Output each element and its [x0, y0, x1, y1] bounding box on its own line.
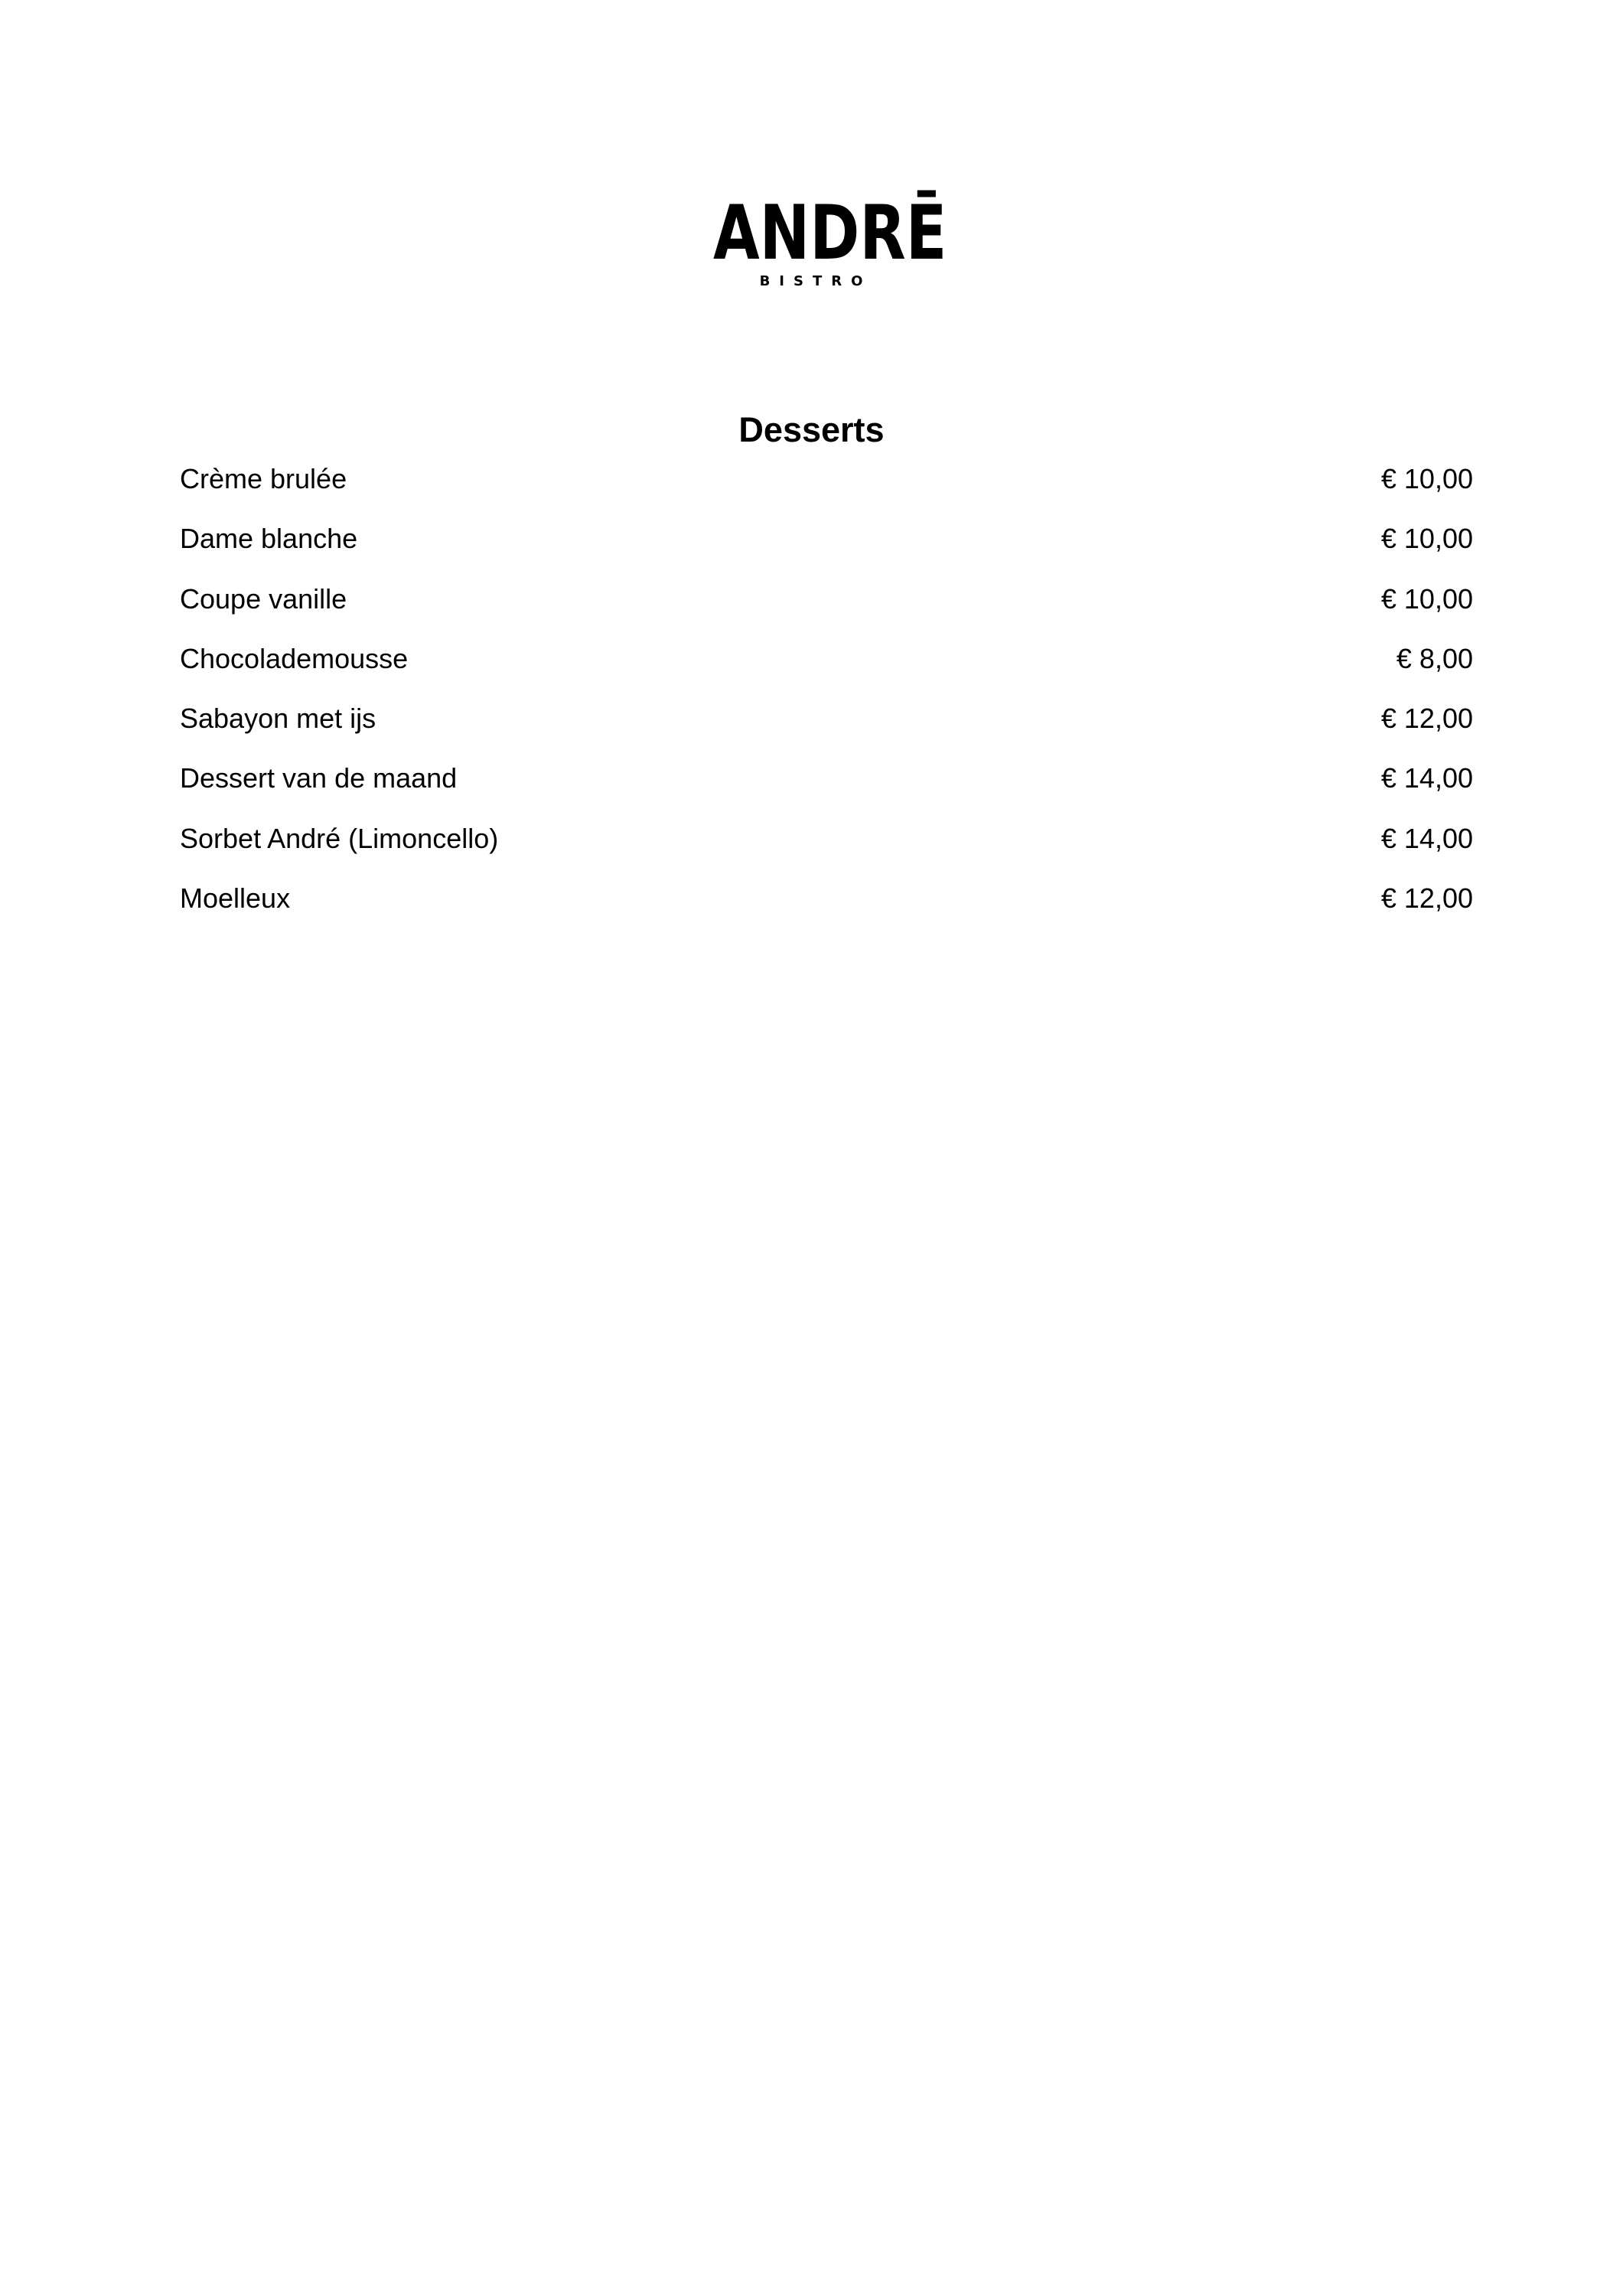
menu-item-name: Dessert van de maand — [180, 762, 458, 794]
menu-item-name: Dame blanche — [180, 523, 358, 555]
menu-item — [180, 578, 1473, 638]
menu-item — [180, 877, 1473, 937]
menu-item-price: € 12,00 — [1380, 882, 1473, 915]
menu-item-price: € 10,00 — [1380, 582, 1473, 615]
menu-item — [180, 458, 1473, 517]
menu-item — [180, 697, 1473, 757]
menu-item-name: Sorbet André (Limoncello) — [180, 822, 499, 854]
dessert-menu-list — [180, 458, 1473, 937]
logo-wordmark: ANDRĒ — [713, 190, 947, 277]
menu-item — [180, 638, 1473, 697]
menu-item-name: Coupe vanille — [180, 582, 347, 615]
menu-item-price: € 14,00 — [1380, 822, 1473, 854]
menu-item-price: € 10,00 — [1380, 463, 1473, 494]
menu-item-name: Chocolademousse — [180, 642, 409, 674]
menu-item-price: € 10,00 — [1380, 523, 1473, 555]
menu-item-name: Sabayon met ijs — [180, 703, 376, 735]
menu-item-price: € 8,00 — [1396, 642, 1473, 674]
menu-item — [180, 817, 1473, 877]
menu-item-name: Moelleux — [180, 882, 291, 915]
section-title: Desserts — [738, 410, 885, 449]
logo-subtitle: BISTRO — [759, 273, 872, 289]
menu-item-price: € 14,00 — [1380, 762, 1473, 794]
menu-item-price: € 12,00 — [1380, 703, 1473, 735]
menu-item-name: Crème brulée — [180, 463, 347, 494]
menu-item — [180, 757, 1473, 817]
bistro-logo — [689, 174, 947, 297]
menu-item — [180, 517, 1473, 577]
